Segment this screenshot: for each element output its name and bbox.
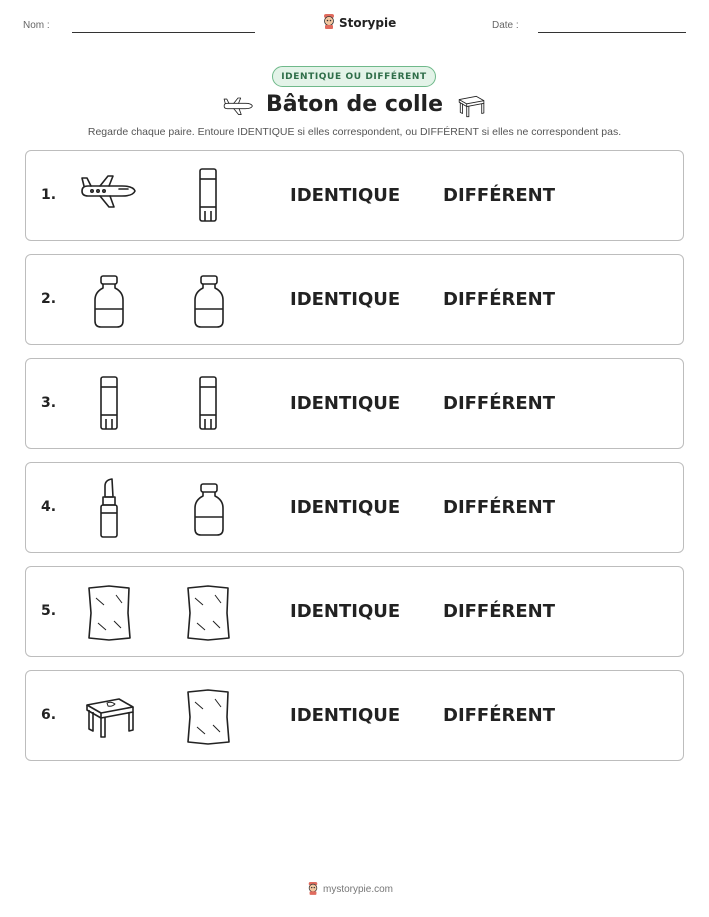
brand-name: Storypie [339,16,397,30]
option-identique[interactable]: IDENTIQUE [290,705,401,726]
option-different[interactable]: DIFFÉRENT [443,705,556,726]
date-field[interactable] [538,32,686,33]
table-icon [81,695,137,743]
date-label: Date : [492,20,519,31]
question-row-2 [25,254,684,345]
plastic-bag-icon [185,687,231,751]
worksheet-type-badge: IDENTIQUE OU DIFFÉRENT [272,66,436,87]
option-different[interactable]: DIFFÉRENT [443,497,556,518]
name-label: Nom : [23,20,50,31]
storypie-logo-icon [322,13,336,33]
option-different[interactable]: DIFFÉRENT [443,393,556,414]
option-identique[interactable]: IDENTIQUE [290,185,401,206]
question-number: 5. [41,603,57,619]
option-identique[interactable]: IDENTIQUE [290,497,401,518]
option-identique[interactable]: IDENTIQUE [290,289,401,310]
airplane-icon [78,173,138,217]
plastic-bag-icon [86,583,132,647]
option-different[interactable]: DIFFÉRENT [443,601,556,622]
table-icon [456,94,486,122]
glue-stick-icon [197,165,219,229]
jar-icon [192,481,226,541]
question-number: 2. [41,291,57,307]
instructions: Regarde chaque paire. Entoure IDENTIQUE si elles correspondent, ou DIFFÉRENT si elles ne correspondent pas. [87,126,622,138]
question-row-6 [25,670,684,761]
glue-stick-icon [98,373,120,437]
plastic-bag-icon [185,583,231,647]
question-row-4 [25,462,684,553]
question-row-5 [25,566,684,657]
option-identique[interactable]: IDENTIQUE [290,393,401,414]
question-number: 4. [41,499,57,515]
storypie-logo-icon [307,880,319,899]
jar-icon [192,273,226,333]
brand [322,13,396,33]
page-title: Bâton de colle [265,92,444,117]
question-row-3 [25,358,684,449]
jar-icon [92,273,126,333]
option-different[interactable]: DIFFÉRENT [443,185,556,206]
question-number: 3. [41,395,57,411]
lipstick-icon [97,477,121,543]
footer-url[interactable]: mystorypie.com [323,884,394,895]
name-field[interactable] [72,32,255,33]
question-number: 6. [41,707,57,723]
option-different[interactable]: DIFFÉRENT [443,289,556,310]
footer [307,880,393,899]
option-identique[interactable]: IDENTIQUE [290,601,401,622]
question-number: 1. [41,187,57,203]
glue-stick-icon [197,373,219,437]
question-row-1 [25,150,684,241]
